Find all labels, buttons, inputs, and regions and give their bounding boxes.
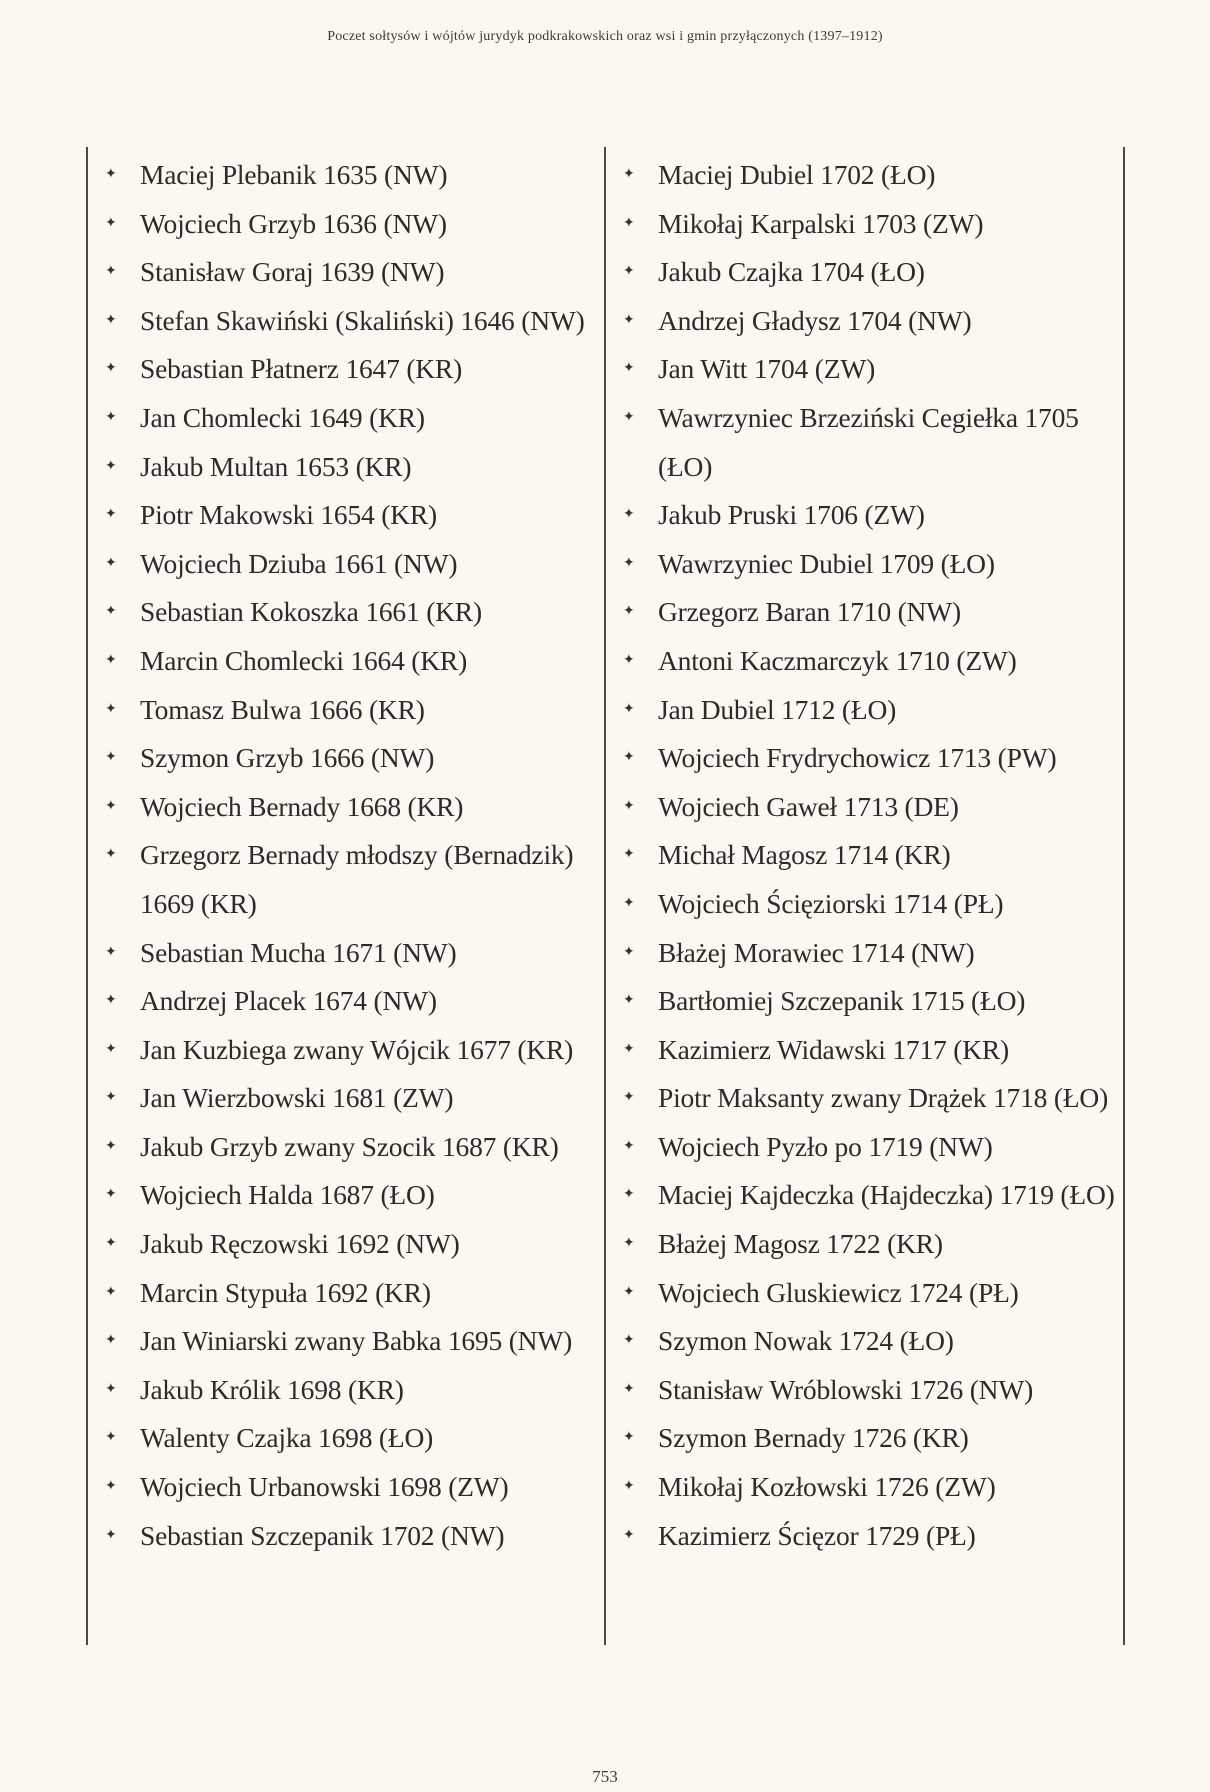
right-column-entry-text: Błażej Morawiec 1714 (NW) xyxy=(658,936,975,968)
left-column-entry-text: Jan Wierzbowski 1681 (ZW) xyxy=(140,1082,454,1114)
right-column-entry-text: Jan Dubiel 1712 (ŁO) xyxy=(658,693,897,725)
bullet-icon: ✦ xyxy=(623,1138,635,1154)
bullet-icon: ✦ xyxy=(105,264,117,280)
right-column-entry xyxy=(618,394,1118,491)
bullet-icon: ✦ xyxy=(623,555,635,571)
left-column-entry xyxy=(100,686,596,735)
left-column-entry-text: Walenty Czajka 1698 (ŁO) xyxy=(140,1422,434,1454)
left-column-entry-text: Jakub Grzyb zwany Szocik 1687 (KR) xyxy=(140,1130,559,1162)
bullet-icon: ✦ xyxy=(105,458,117,474)
left-column-entry xyxy=(100,1123,596,1172)
right-column-entry xyxy=(618,1074,1118,1123)
bullet-icon: ✦ xyxy=(105,798,117,814)
bullet-icon: ✦ xyxy=(623,1527,635,1543)
left-column-entry xyxy=(100,1269,596,1318)
right-column-entry-text: Szymon Nowak 1724 (ŁO) xyxy=(658,1325,954,1357)
bullet-icon: ✦ xyxy=(623,1284,635,1300)
left-column-entry-text: Jan Winiarski zwany Babka 1695 (NW) xyxy=(140,1325,573,1357)
bullet-icon: ✦ xyxy=(105,1138,117,1154)
left-column-entry-text: Wojciech Halda 1687 (ŁO) xyxy=(140,1179,435,1211)
bullet-icon: ✦ xyxy=(623,652,635,668)
bullet-icon: ✦ xyxy=(623,993,635,1009)
left-column-entry-text: Jakub Multan 1653 (KR) xyxy=(140,450,412,482)
left-column-entry xyxy=(100,637,596,686)
bullet-icon: ✦ xyxy=(105,555,117,571)
left-column-entry xyxy=(100,734,596,783)
left-column-entry xyxy=(100,1414,596,1463)
left-column-entry-text: Sebastian Kokoszka 1661 (KR) xyxy=(140,596,482,628)
left-column-entry xyxy=(100,783,596,832)
left-column-entry xyxy=(100,491,596,540)
running-head: Poczet sołtysów i wójtów jurydyk podkrakowskich oraz wsi i gmin przyłączonych (1397–1912) xyxy=(327,29,883,44)
bullet-icon: ✦ xyxy=(105,1187,117,1203)
right-column-entry xyxy=(618,345,1118,394)
right-column-entry-text: Wojciech Ścięziorski 1714 (PŁ) xyxy=(658,887,1004,919)
left-column-entry-text: Wojciech Urbanowski 1698 (ZW) xyxy=(140,1471,509,1503)
right-column-list xyxy=(618,151,1118,1560)
right-column-entry xyxy=(618,1220,1118,1269)
right-column-entry xyxy=(618,686,1118,735)
left-column-entry-text: Marcin Chomlecki 1664 (KR) xyxy=(140,644,468,676)
bullet-icon: ✦ xyxy=(623,1381,635,1397)
bullet-icon: ✦ xyxy=(105,1430,117,1446)
right-column-entry-text: Stanisław Wróblowski 1726 (NW) xyxy=(658,1373,1034,1405)
bullet-icon: ✦ xyxy=(623,1041,635,1057)
left-column-entry-text: Sebastian Szczepanik 1702 (NW) xyxy=(140,1519,505,1551)
left-column-entry-text: Szymon Grzyb 1666 (NW) xyxy=(140,742,435,774)
bullet-icon: ✦ xyxy=(105,604,117,620)
bullet-icon: ✦ xyxy=(623,507,635,523)
right-column-entry xyxy=(618,1414,1118,1463)
bullet-icon: ✦ xyxy=(105,993,117,1009)
two-column-list xyxy=(86,147,1125,1645)
right-column-entry xyxy=(618,783,1118,832)
left-column-entry-text: Wojciech Dziuba 1661 (NW) xyxy=(140,547,458,579)
right-column-entry-text: Błażej Magosz 1722 (KR) xyxy=(658,1228,943,1260)
left-column-entry-text: Stanisław Goraj 1639 (NW) xyxy=(140,256,445,288)
right-column-entry xyxy=(618,588,1118,637)
right-column-entry-text: Jakub Pruski 1706 (ZW) xyxy=(658,499,925,531)
right-column-entry-text: Wawrzyniec Brzeziński Cegiełka 1705 (ŁO) xyxy=(658,401,1079,482)
left-column-entry xyxy=(100,200,596,249)
right-column-entry-text: Jakub Czajka 1704 (ŁO) xyxy=(658,256,925,288)
right-column-entry xyxy=(618,1123,1118,1172)
bullet-icon: ✦ xyxy=(623,1090,635,1106)
right-column-entry xyxy=(618,880,1118,929)
bullet-icon: ✦ xyxy=(623,604,635,620)
right-column-entry-text: Bartłomiej Szczepanik 1715 (ŁO) xyxy=(658,985,1026,1017)
left-column-entry xyxy=(100,394,596,443)
bullet-icon: ✦ xyxy=(105,167,117,182)
right-column-entry xyxy=(618,929,1118,978)
bullet-icon: ✦ xyxy=(105,1041,117,1057)
bullet-icon: ✦ xyxy=(105,1479,117,1495)
left-column-entry-text: Sebastian Płatnerz 1647 (KR) xyxy=(140,353,463,385)
right-column-entry xyxy=(618,297,1118,346)
right-column-entry-text: Jan Witt 1704 (ZW) xyxy=(658,353,876,385)
right-column-entry xyxy=(618,637,1118,686)
bullet-icon: ✦ xyxy=(105,507,117,523)
right-column-entry xyxy=(618,248,1118,297)
bullet-icon: ✦ xyxy=(105,361,117,377)
right-column-entry xyxy=(618,491,1118,540)
right-column-entry-text: Maciej Dubiel 1702 (ŁO) xyxy=(658,159,936,190)
left-column-entry xyxy=(100,1512,596,1561)
right-column-entry xyxy=(618,977,1118,1026)
left-column-entry xyxy=(100,248,596,297)
left-column-entry xyxy=(100,151,596,200)
bullet-icon: ✦ xyxy=(623,1236,635,1252)
bullet-icon: ✦ xyxy=(623,1187,635,1203)
bullet-icon: ✦ xyxy=(105,312,117,328)
bullet-icon: ✦ xyxy=(623,312,635,328)
right-column-entry xyxy=(618,1366,1118,1415)
right-column-entry xyxy=(618,151,1118,200)
bullet-icon: ✦ xyxy=(623,1333,635,1349)
right-column-entry xyxy=(618,1171,1118,1220)
bullet-icon: ✦ xyxy=(105,1090,117,1106)
right-column-entry-text: Kazimierz Ścięzor 1729 (PŁ) xyxy=(658,1519,976,1551)
right-column-entry xyxy=(618,831,1118,880)
right-column-entry xyxy=(618,1512,1118,1561)
left-column-entry-text: Jan Chomlecki 1649 (KR) xyxy=(140,401,425,433)
middle-rule xyxy=(604,147,606,1645)
bullet-icon: ✦ xyxy=(623,1430,635,1446)
right-column-entry xyxy=(618,734,1118,783)
bullet-icon: ✦ xyxy=(105,1381,117,1397)
left-column-entry xyxy=(100,1463,596,1512)
bullet-icon: ✦ xyxy=(623,750,635,766)
right-column-entry-text: Wojciech Gluskiewicz 1724 (PŁ) xyxy=(658,1276,1019,1308)
right-column-entry xyxy=(618,540,1118,589)
right-column-entry-text: Mikołaj Kozłowski 1726 (ZW) xyxy=(658,1471,996,1503)
bullet-icon: ✦ xyxy=(105,701,117,717)
left-column-entry-text: Piotr Makowski 1654 (KR) xyxy=(140,499,437,531)
bullet-icon: ✦ xyxy=(105,750,117,766)
right-column-entry-text: Mikołaj Karpalski 1703 (ZW) xyxy=(658,207,984,239)
right-column-entry xyxy=(618,1026,1118,1075)
bullet-icon: ✦ xyxy=(623,1479,635,1495)
left-rule xyxy=(86,147,88,1645)
bullet-icon: ✦ xyxy=(623,895,635,911)
right-column-entry-text: Andrzej Gładysz 1704 (NW) xyxy=(658,304,972,336)
left-column-entry-text: Maciej Plebanik 1635 (NW) xyxy=(140,159,448,190)
right-column-entry-text: Szymon Bernady 1726 (KR) xyxy=(658,1422,969,1454)
left-column-list xyxy=(100,151,596,1560)
left-column-entry xyxy=(100,297,596,346)
left-column-entry-text: Sebastian Mucha 1671 (NW) xyxy=(140,936,457,968)
bullet-icon: ✦ xyxy=(105,1333,117,1349)
bullet-icon: ✦ xyxy=(623,944,635,960)
left-column-entry xyxy=(100,1220,596,1269)
right-column-entry-text: Kazimierz Widawski 1717 (KR) xyxy=(658,1033,1009,1065)
left-column-entry xyxy=(100,588,596,637)
bullet-icon: ✦ xyxy=(105,1236,117,1252)
right-column-entry xyxy=(618,1463,1118,1512)
right-column-entry xyxy=(618,200,1118,249)
left-column-entry xyxy=(100,831,596,928)
right-column-entry-text: Wojciech Frydrychowicz 1713 (PW) xyxy=(658,742,1057,774)
left-column-entry xyxy=(100,1074,596,1123)
bullet-icon: ✦ xyxy=(105,944,117,960)
right-column-entry-text: Piotr Maksanty zwany Drążek 1718 (ŁO) xyxy=(658,1082,1109,1114)
left-column-entry-text: Wojciech Grzyb 1636 (NW) xyxy=(140,207,447,239)
left-column-entry-text: Wojciech Bernady 1668 (KR) xyxy=(140,790,464,822)
right-column-entry-text: Wawrzyniec Dubiel 1709 (ŁO) xyxy=(658,547,995,579)
bullet-icon: ✦ xyxy=(105,409,117,425)
right-column-entry-text: Wojciech Gaweł 1713 (DE) xyxy=(658,790,959,822)
right-column-entry-text: Michał Magosz 1714 (KR) xyxy=(658,839,951,871)
left-column-entry-text: Jakub Ręczowski 1692 (NW) xyxy=(140,1228,460,1260)
bullet-icon: ✦ xyxy=(105,652,117,668)
bullet-icon: ✦ xyxy=(623,264,635,280)
left-column-entry xyxy=(100,540,596,589)
left-column-entry-text: Andrzej Placek 1674 (NW) xyxy=(140,985,437,1017)
left-column-entry xyxy=(100,345,596,394)
bullet-icon: ✦ xyxy=(623,361,635,377)
left-column-entry-text: Stefan Skawiński (Skaliński) 1646 (NW) xyxy=(140,304,585,336)
left-column-entry xyxy=(100,1171,596,1220)
bullet-icon: ✦ xyxy=(623,409,635,425)
left-column-entry xyxy=(100,443,596,492)
left-column-entry-text: Tomasz Bulwa 1666 (KR) xyxy=(140,693,425,725)
left-column-entry xyxy=(100,1317,596,1366)
bullet-icon: ✦ xyxy=(105,1284,117,1300)
page-number: 753 xyxy=(592,1767,618,1786)
bullet-icon: ✦ xyxy=(105,215,117,231)
bullet-icon: ✦ xyxy=(623,701,635,717)
bullet-icon: ✦ xyxy=(623,798,635,814)
bullet-icon: ✦ xyxy=(105,847,117,863)
right-column-entry-text: Wojciech Pyzło po 1719 (NW) xyxy=(658,1130,993,1162)
bullet-icon: ✦ xyxy=(623,167,635,182)
left-column-entry-text: Grzegorz Bernady młodszy (Bernadzik) 1669 (KR) xyxy=(140,839,574,919)
bullet-icon: ✦ xyxy=(623,847,635,863)
left-column-entry xyxy=(100,929,596,978)
bullet-icon: ✦ xyxy=(623,215,635,231)
right-column-entry-text: Grzegorz Baran 1710 (NW) xyxy=(658,596,961,628)
left-column-entry xyxy=(100,977,596,1026)
bullet-icon: ✦ xyxy=(105,1527,117,1543)
left-column-entry-text: Marcin Stypuła 1692 (KR) xyxy=(140,1276,431,1308)
right-column-entry xyxy=(618,1317,1118,1366)
left-column-entry xyxy=(100,1366,596,1415)
right-column-entry-text: Maciej Kajdeczka (Hajdeczka) 1719 (ŁO) xyxy=(658,1179,1115,1211)
left-column-entry-text: Jan Kuzbiega zwany Wójcik 1677 (KR) xyxy=(140,1033,574,1065)
left-column-entry-text: Jakub Królik 1698 (KR) xyxy=(140,1373,404,1405)
right-column-entry-text: Antoni Kaczmarczyk 1710 (ZW) xyxy=(658,644,1017,676)
left-column-entry xyxy=(100,1026,596,1075)
right-column-entry xyxy=(618,1269,1118,1318)
right-rule xyxy=(1123,147,1125,1645)
